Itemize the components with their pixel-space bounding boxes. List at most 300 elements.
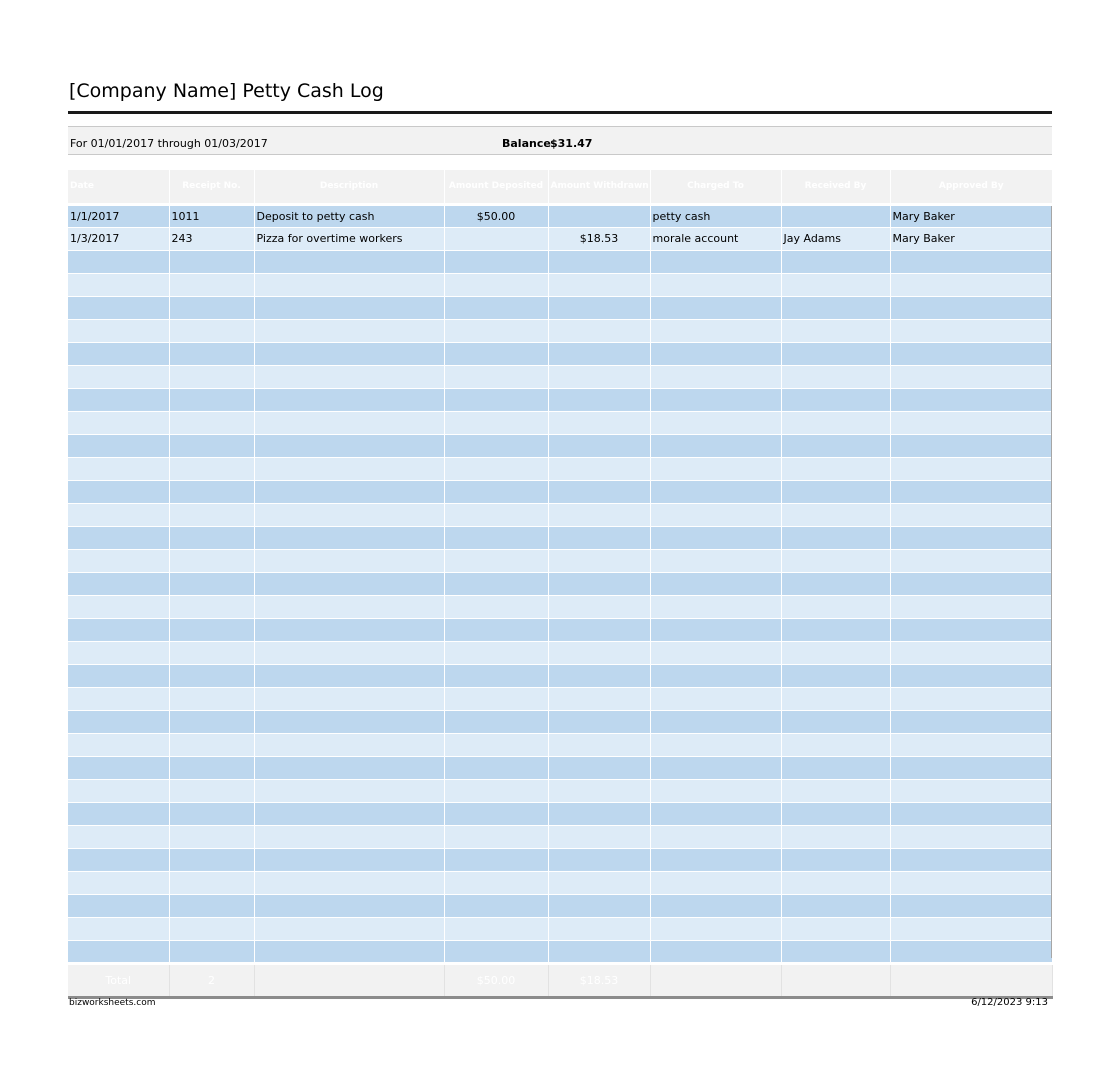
cell-receipt-no[interactable] — [169, 411, 254, 434]
cell-charged-to[interactable] — [650, 848, 781, 871]
cell-amount-deposited[interactable] — [444, 687, 548, 710]
cell-charged-to[interactable] — [650, 710, 781, 733]
cell-amount-deposited[interactable] — [444, 296, 548, 319]
cell-date[interactable] — [68, 549, 169, 572]
cell-date[interactable] — [68, 273, 169, 296]
cell-amount-withdrawn[interactable] — [548, 296, 650, 319]
cell-date[interactable] — [68, 296, 169, 319]
cell-charged-to[interactable] — [650, 641, 781, 664]
cell-amount-withdrawn[interactable] — [548, 503, 650, 526]
table-row — [68, 411, 1052, 434]
cell-amount-deposited[interactable]: $50.00 — [444, 204, 548, 227]
cell-charged-to[interactable] — [650, 388, 781, 411]
cell-description[interactable] — [254, 733, 444, 756]
cell-date[interactable] — [68, 894, 169, 917]
cell-amount-withdrawn[interactable] — [548, 595, 650, 618]
cell-description[interactable] — [254, 871, 444, 894]
cell-approved-by[interactable] — [890, 342, 1052, 365]
cell-date[interactable] — [68, 825, 169, 848]
cell-received-by[interactable] — [781, 618, 890, 641]
cell-amount-deposited[interactable] — [444, 756, 548, 779]
cell-date[interactable] — [68, 756, 169, 779]
totals-label: Total — [68, 963, 169, 997]
cell-date[interactable] — [68, 641, 169, 664]
cell-date[interactable] — [68, 411, 169, 434]
cell-amount-withdrawn[interactable] — [548, 802, 650, 825]
cell-charged-to[interactable] — [650, 871, 781, 894]
table-body — [68, 204, 1052, 963]
cell-date[interactable] — [68, 457, 169, 480]
cell-amount-withdrawn[interactable] — [548, 273, 650, 296]
cell-approved-by[interactable] — [890, 595, 1052, 618]
cell-description[interactable] — [254, 434, 444, 457]
cell-charged-to[interactable] — [650, 917, 781, 940]
cell-amount-withdrawn[interactable]: $18.53 — [548, 227, 650, 250]
cell-description[interactable] — [254, 296, 444, 319]
cell-charged-to[interactable] — [650, 319, 781, 342]
cell-date[interactable] — [68, 733, 169, 756]
table-right-edge — [1051, 206, 1052, 958]
cell-charged-to[interactable] — [650, 250, 781, 273]
cell-amount-withdrawn[interactable] — [548, 641, 650, 664]
cell-charged-to[interactable] — [650, 779, 781, 802]
cell-amount-withdrawn[interactable] — [548, 204, 650, 227]
cell-amount-deposited[interactable] — [444, 618, 548, 641]
cell-description[interactable] — [254, 756, 444, 779]
cell-received-by[interactable] — [781, 641, 890, 664]
cell-receipt-no[interactable] — [169, 710, 254, 733]
cell-received-by[interactable] — [781, 503, 890, 526]
cell-received-by[interactable] — [781, 572, 890, 595]
cell-amount-withdrawn[interactable] — [548, 756, 650, 779]
cell-received-by[interactable] — [781, 457, 890, 480]
cell-description[interactable] — [254, 457, 444, 480]
cell-amount-deposited[interactable] — [444, 940, 548, 963]
cell-approved-by[interactable] — [890, 802, 1052, 825]
cell-received-by[interactable] — [781, 733, 890, 756]
cell-receipt-no[interactable] — [169, 296, 254, 319]
cell-description[interactable] — [254, 825, 444, 848]
totals-receipt-count: 2 — [169, 963, 254, 997]
cell-receipt-no[interactable] — [169, 618, 254, 641]
cell-date[interactable] — [68, 434, 169, 457]
cell-charged-to[interactable] — [650, 434, 781, 457]
column-header-amount-deposited[interactable]: Amount Deposited — [444, 170, 548, 204]
cell-description[interactable] — [254, 342, 444, 365]
cell-approved-by[interactable] — [890, 779, 1052, 802]
cell-received-by[interactable] — [781, 848, 890, 871]
cell-charged-to[interactable] — [650, 825, 781, 848]
cell-approved-by[interactable] — [890, 365, 1052, 388]
cell-charged-to[interactable] — [650, 756, 781, 779]
cell-charged-to[interactable] — [650, 411, 781, 434]
cell-description[interactable] — [254, 940, 444, 963]
cell-amount-deposited[interactable] — [444, 227, 548, 250]
cell-receipt-no[interactable] — [169, 503, 254, 526]
cell-receipt-no[interactable] — [169, 365, 254, 388]
column-header-amount-withdrawn[interactable]: Amount Withdrawn — [548, 170, 650, 204]
cell-description[interactable] — [254, 549, 444, 572]
cell-approved-by[interactable] — [890, 296, 1052, 319]
cell-received-by[interactable] — [781, 756, 890, 779]
cell-date[interactable]: 1/1/2017 — [68, 204, 169, 227]
cell-charged-to[interactable] — [650, 940, 781, 963]
cell-charged-to[interactable] — [650, 894, 781, 917]
cell-approved-by[interactable] — [890, 618, 1052, 641]
cell-amount-deposited[interactable] — [444, 779, 548, 802]
cell-approved-by[interactable] — [890, 388, 1052, 411]
cell-receipt-no[interactable] — [169, 756, 254, 779]
cell-receipt-no[interactable] — [169, 342, 254, 365]
cell-receipt-no[interactable] — [169, 595, 254, 618]
cell-description[interactable] — [254, 250, 444, 273]
cell-approved-by[interactable] — [890, 848, 1052, 871]
cell-amount-withdrawn[interactable] — [548, 411, 650, 434]
cell-charged-to[interactable] — [650, 480, 781, 503]
cell-receipt-no[interactable]: 243 — [169, 227, 254, 250]
cell-receipt-no[interactable] — [169, 434, 254, 457]
cell-received-by[interactable] — [781, 710, 890, 733]
cell-approved-by[interactable] — [890, 687, 1052, 710]
cell-receipt-no[interactable] — [169, 572, 254, 595]
cell-approved-by[interactable] — [890, 434, 1052, 457]
cell-received-by[interactable] — [781, 411, 890, 434]
cell-amount-deposited[interactable] — [444, 641, 548, 664]
cell-amount-withdrawn[interactable] — [548, 871, 650, 894]
cell-receipt-no[interactable]: 1011 — [169, 204, 254, 227]
cell-charged-to[interactable] — [650, 595, 781, 618]
cell-received-by[interactable] — [781, 595, 890, 618]
cell-date[interactable] — [68, 526, 169, 549]
cell-approved-by[interactable] — [890, 756, 1052, 779]
cell-description[interactable] — [254, 503, 444, 526]
cell-description[interactable] — [254, 664, 444, 687]
cell-approved-by[interactable] — [890, 411, 1052, 434]
cell-charged-to[interactable] — [650, 296, 781, 319]
table-row — [68, 204, 1052, 227]
cell-approved-by[interactable] — [890, 940, 1052, 963]
cell-receipt-no[interactable] — [169, 273, 254, 296]
cell-approved-by[interactable] — [890, 250, 1052, 273]
cell-received-by[interactable] — [781, 273, 890, 296]
cell-received-by[interactable] — [781, 917, 890, 940]
cell-amount-withdrawn[interactable] — [548, 549, 650, 572]
cell-description[interactable]: Deposit to petty cash — [254, 204, 444, 227]
cell-amount-withdrawn[interactable] — [548, 733, 650, 756]
cell-approved-by[interactable] — [890, 503, 1052, 526]
cell-date[interactable]: 1/3/2017 — [68, 227, 169, 250]
cell-charged-to[interactable] — [650, 549, 781, 572]
cell-amount-withdrawn[interactable] — [548, 618, 650, 641]
cell-approved-by[interactable] — [890, 319, 1052, 342]
cell-approved-by[interactable] — [890, 273, 1052, 296]
cell-received-by[interactable] — [781, 250, 890, 273]
cell-receipt-no[interactable] — [169, 848, 254, 871]
cell-amount-deposited[interactable] — [444, 802, 548, 825]
cell-description[interactable] — [254, 779, 444, 802]
table-row — [68, 273, 1052, 296]
cell-date[interactable] — [68, 319, 169, 342]
cell-receipt-no[interactable] — [169, 733, 254, 756]
cell-receipt-no[interactable] — [169, 526, 254, 549]
cell-description[interactable] — [254, 618, 444, 641]
cell-amount-deposited[interactable] — [444, 917, 548, 940]
cell-receipt-no[interactable] — [169, 250, 254, 273]
table-row — [68, 825, 1052, 848]
cell-amount-deposited[interactable] — [444, 710, 548, 733]
cell-approved-by[interactable]: Mary Baker — [890, 204, 1052, 227]
cell-receipt-no[interactable] — [169, 871, 254, 894]
cell-description[interactable] — [254, 480, 444, 503]
cell-approved-by[interactable] — [890, 526, 1052, 549]
cell-charged-to[interactable]: morale account — [650, 227, 781, 250]
cell-charged-to[interactable] — [650, 802, 781, 825]
column-header-charged-to[interactable]: Charged To — [650, 170, 781, 204]
cell-amount-withdrawn[interactable] — [548, 457, 650, 480]
cell-received-by[interactable] — [781, 894, 890, 917]
totals-description-cell — [254, 963, 444, 997]
cell-description[interactable] — [254, 917, 444, 940]
cell-approved-by[interactable] — [890, 894, 1052, 917]
totals-deposited: $50.00 — [444, 963, 548, 997]
cell-receipt-no[interactable] — [169, 641, 254, 664]
cell-amount-deposited[interactable] — [444, 250, 548, 273]
cell-received-by[interactable] — [781, 802, 890, 825]
cell-amount-deposited[interactable] — [444, 664, 548, 687]
cell-amount-withdrawn[interactable] — [548, 848, 650, 871]
cell-amount-withdrawn[interactable] — [548, 526, 650, 549]
cell-description[interactable] — [254, 848, 444, 871]
cell-charged-to[interactable] — [650, 733, 781, 756]
table-row — [68, 457, 1052, 480]
column-header-approved-by[interactable]: Approved By — [890, 170, 1052, 204]
cell-receipt-no[interactable] — [169, 388, 254, 411]
cell-amount-deposited[interactable] — [444, 342, 548, 365]
cell-amount-withdrawn[interactable] — [548, 710, 650, 733]
cell-amount-deposited[interactable] — [444, 848, 548, 871]
cell-amount-deposited[interactable] — [444, 733, 548, 756]
cell-amount-deposited[interactable] — [444, 572, 548, 595]
cell-received-by[interactable] — [781, 526, 890, 549]
cell-approved-by[interactable] — [890, 664, 1052, 687]
table-row — [68, 595, 1052, 618]
table-row — [68, 756, 1052, 779]
cell-amount-withdrawn[interactable] — [548, 917, 650, 940]
table-row — [68, 917, 1052, 940]
cell-date[interactable] — [68, 687, 169, 710]
cell-approved-by[interactable]: Mary Baker — [890, 227, 1052, 250]
cell-date[interactable] — [68, 618, 169, 641]
cell-description[interactable] — [254, 365, 444, 388]
cell-amount-deposited[interactable] — [444, 480, 548, 503]
cell-date[interactable] — [68, 917, 169, 940]
cell-amount-deposited[interactable] — [444, 871, 548, 894]
cell-approved-by[interactable] — [890, 572, 1052, 595]
cell-approved-by[interactable] — [890, 871, 1052, 894]
table-row — [68, 250, 1052, 273]
cell-date[interactable] — [68, 779, 169, 802]
cell-receipt-no[interactable] — [169, 802, 254, 825]
cell-amount-withdrawn[interactable] — [548, 779, 650, 802]
cell-receipt-no[interactable] — [169, 664, 254, 687]
cell-amount-deposited[interactable] — [444, 825, 548, 848]
cell-amount-withdrawn[interactable] — [548, 572, 650, 595]
cell-approved-by[interactable] — [890, 710, 1052, 733]
table-row — [68, 388, 1052, 411]
cell-description[interactable] — [254, 411, 444, 434]
cell-received-by[interactable] — [781, 319, 890, 342]
cell-received-by[interactable] — [781, 871, 890, 894]
column-header-date[interactable]: Date — [68, 170, 169, 204]
cell-date[interactable] — [68, 802, 169, 825]
cell-date[interactable] — [68, 342, 169, 365]
cell-charged-to[interactable] — [650, 572, 781, 595]
cell-charged-to[interactable] — [650, 687, 781, 710]
cell-charged-to[interactable] — [650, 618, 781, 641]
cell-receipt-no[interactable] — [169, 549, 254, 572]
cell-charged-to[interactable] — [650, 526, 781, 549]
cell-received-by[interactable] — [781, 365, 890, 388]
cell-description[interactable] — [254, 319, 444, 342]
cell-date[interactable] — [68, 595, 169, 618]
totals-charged-to-cell — [650, 963, 781, 997]
cell-amount-deposited[interactable] — [444, 273, 548, 296]
cell-amount-deposited[interactable] — [444, 549, 548, 572]
cell-amount-deposited[interactable] — [444, 388, 548, 411]
cell-description[interactable] — [254, 595, 444, 618]
cell-receipt-no[interactable] — [169, 940, 254, 963]
cell-amount-withdrawn[interactable] — [548, 342, 650, 365]
cell-receipt-no[interactable] — [169, 779, 254, 802]
cell-receipt-no[interactable] — [169, 825, 254, 848]
cell-received-by[interactable] — [781, 825, 890, 848]
period-bar — [68, 126, 1052, 155]
cell-amount-withdrawn[interactable] — [548, 434, 650, 457]
cell-received-by[interactable] — [781, 204, 890, 227]
cell-amount-withdrawn[interactable] — [548, 480, 650, 503]
cell-received-by[interactable] — [781, 940, 890, 963]
cell-amount-withdrawn[interactable] — [548, 940, 650, 963]
cell-date[interactable] — [68, 664, 169, 687]
cell-approved-by[interactable] — [890, 480, 1052, 503]
cell-date[interactable] — [68, 480, 169, 503]
cell-charged-to[interactable] — [650, 342, 781, 365]
cell-description[interactable] — [254, 572, 444, 595]
cell-amount-deposited[interactable] — [444, 365, 548, 388]
cell-approved-by[interactable] — [890, 825, 1052, 848]
table-row — [68, 779, 1052, 802]
page-title: [Company Name] Petty Cash Log — [69, 80, 384, 102]
cell-amount-deposited[interactable] — [444, 526, 548, 549]
cell-amount-withdrawn[interactable] — [548, 250, 650, 273]
cell-charged-to[interactable] — [650, 664, 781, 687]
cell-received-by[interactable] — [781, 687, 890, 710]
cell-charged-to[interactable] — [650, 273, 781, 296]
cell-receipt-no[interactable] — [169, 894, 254, 917]
cell-description[interactable] — [254, 526, 444, 549]
cell-description[interactable] — [254, 388, 444, 411]
cell-received-by[interactable]: Jay Adams — [781, 227, 890, 250]
cell-amount-withdrawn[interactable] — [548, 825, 650, 848]
cell-receipt-no[interactable] — [169, 319, 254, 342]
table-row — [68, 802, 1052, 825]
cell-approved-by[interactable] — [890, 457, 1052, 480]
cell-amount-withdrawn[interactable] — [548, 319, 650, 342]
cell-amount-deposited[interactable] — [444, 434, 548, 457]
cell-amount-withdrawn[interactable] — [548, 664, 650, 687]
cell-date[interactable] — [68, 710, 169, 733]
cell-receipt-no[interactable] — [169, 457, 254, 480]
cell-amount-deposited[interactable] — [444, 319, 548, 342]
cell-received-by[interactable] — [781, 549, 890, 572]
column-header-received-by[interactable]: Received By — [781, 170, 890, 204]
cell-received-by[interactable] — [781, 664, 890, 687]
cell-date[interactable] — [68, 871, 169, 894]
cell-amount-deposited[interactable] — [444, 503, 548, 526]
cell-receipt-no[interactable] — [169, 480, 254, 503]
cell-charged-to[interactable] — [650, 457, 781, 480]
cell-date[interactable] — [68, 250, 169, 273]
cell-description[interactable] — [254, 894, 444, 917]
table-row — [68, 710, 1052, 733]
cell-description[interactable] — [254, 273, 444, 296]
cell-amount-deposited[interactable] — [444, 595, 548, 618]
cell-description[interactable] — [254, 641, 444, 664]
cell-receipt-no[interactable] — [169, 917, 254, 940]
cell-description[interactable] — [254, 687, 444, 710]
cell-received-by[interactable] — [781, 296, 890, 319]
cell-approved-by[interactable] — [890, 917, 1052, 940]
cell-charged-to[interactable] — [650, 365, 781, 388]
cell-amount-deposited[interactable] — [444, 457, 548, 480]
cell-date[interactable] — [68, 848, 169, 871]
cell-date[interactable] — [68, 572, 169, 595]
cell-amount-withdrawn[interactable] — [548, 365, 650, 388]
totals-row — [68, 963, 1052, 997]
cell-description[interactable]: Pizza for overtime workers — [254, 227, 444, 250]
cell-amount-deposited[interactable] — [444, 411, 548, 434]
column-header-description[interactable]: Description — [254, 170, 444, 204]
table-row — [68, 687, 1052, 710]
cell-received-by[interactable] — [781, 779, 890, 802]
cell-amount-withdrawn[interactable] — [548, 388, 650, 411]
table-row — [68, 572, 1052, 595]
cell-received-by[interactable] — [781, 342, 890, 365]
cell-amount-withdrawn[interactable] — [548, 894, 650, 917]
table-row — [68, 319, 1052, 342]
cell-amount-withdrawn[interactable] — [548, 687, 650, 710]
cell-approved-by[interactable] — [890, 641, 1052, 664]
cell-charged-to[interactable] — [650, 503, 781, 526]
cell-description[interactable] — [254, 802, 444, 825]
period-range: For 01/01/2017 through 01/03/2017 — [70, 137, 268, 150]
cell-receipt-no[interactable] — [169, 687, 254, 710]
column-header-receipt-no[interactable]: Receipt No. — [169, 170, 254, 204]
cell-date[interactable] — [68, 388, 169, 411]
cell-date[interactable] — [68, 365, 169, 388]
cell-amount-deposited[interactable] — [444, 894, 548, 917]
cell-date[interactable] — [68, 503, 169, 526]
cell-date[interactable] — [68, 940, 169, 963]
cell-description[interactable] — [254, 710, 444, 733]
cell-received-by[interactable] — [781, 480, 890, 503]
cell-received-by[interactable] — [781, 434, 890, 457]
cell-charged-to[interactable]: petty cash — [650, 204, 781, 227]
table-row — [68, 480, 1052, 503]
cell-approved-by[interactable] — [890, 549, 1052, 572]
cell-approved-by[interactable] — [890, 733, 1052, 756]
cell-received-by[interactable] — [781, 388, 890, 411]
